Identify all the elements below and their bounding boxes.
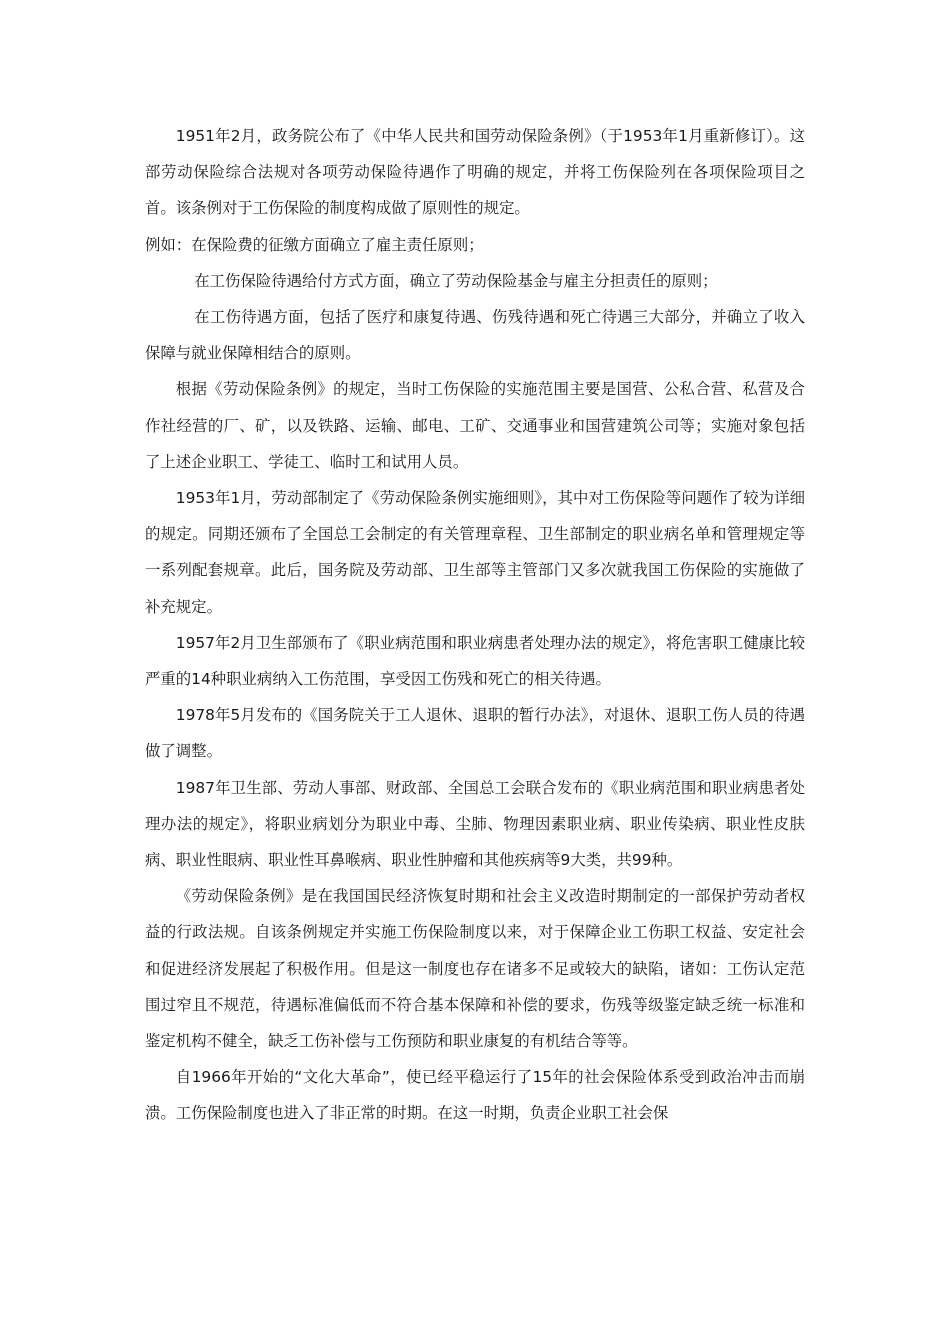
paragraph-example-benefits: 在工伤待遇方面，包括了医疗和康复待遇、伤残待遇和死亡待遇三大部分，并确立了收入保障与就业保障相结合的原则。 — [145, 308, 805, 363]
paragraph-evaluation: 《劳动保险条例》是在我国国民经济恢复时期和社会主义改造时期制定的一部保护劳动者权益的行政法规。自该条例规定并实施工伤保险制度以来，对于保障企业工伤职工权益、安定社会和促进经济发展起了积极作用。但是这一制度也存在诸多不足或较大的缺陷，诸如：工伤认定范围过窄且不规范，待遇标准偏低而不符合基本保障和补偿的要求，伤残等级鉴定缺乏统一标准和鉴定机构不健全，缺乏工伤补偿与工伤预防和职业康复的有机结合等等。 — [145, 887, 805, 1051]
paragraph-1953-rules: 1953年1月，劳动部制定了《劳动保险条例实施细则》，其中对工伤保险等问题作了较为详细的规定。同期还颁布了全国总工会制定的有关管理章程、卫生部制定的职业病名单和管理规定等一系列配套规章。此后，国务院及劳动部、卫生部等主管部门又多次就我国工伤保险的实施做了补充规定。 — [145, 489, 805, 616]
document-body — [145, 118, 805, 1132]
paragraph-1987-classification: 1987年卫生部、劳动人事部、财政部、全国总工会联合发布的《职业病范围和职业病患者处理办法的规定》，将职业病划分为职业中毒、尘肺、物理因素职业病、职业传染病、职业性皮肤病、职业性眼病、职业性耳鼻喉病、职业性肿瘤和其他疾病等9大类，共99种。 — [145, 778, 805, 870]
paragraph-1951-regulation: 1951年2月，政务院公布了《中华人民共和国劳动保险条例》（于1953年1月重新修订）。这部劳动保险综合法规对各项劳动保险待遇作了明确的规定，并将工伤保险列在各项保险项目之首。该条例对于工伤保险的制度构成做了原则性的规定。 — [145, 127, 805, 218]
paragraph-1978-retirement: 1978年5月发布的《国务院关于工人退休、退职的暂行办法》，对退休、退职工伤人员的待遇做了调整。 — [145, 706, 805, 761]
paragraph-cultural-revolution: 自1966年开始的“文化大革命”，使已经平稳运行了15年的社会保险体系受到政治冲击而崩溃。工伤保险制度也进入了非正常的时期。在这一时期，负责企业职工社会保 — [145, 1068, 805, 1123]
paragraph-scope: 根据《劳动保险条例》的规定，当时工伤保险的实施范围主要是国营、公私合营、私营及合作社经营的厂、矿，以及铁路、运输、邮电、工矿、交通事业和国营建筑公司等；实施对象包括了上述企业职工、学徒工、临时工和试用人员。 — [145, 380, 805, 471]
paragraph-example-premium: 例如：在保险费的征缴方面确立了雇主责任原则； — [145, 235, 484, 254]
paragraph-example-payment: 在工伤保险待遇给付方式方面，确立了劳动保险基金与雇主分担责任的原则； — [194, 271, 718, 290]
paragraph-1957-occupational-disease: 1957年2月卫生部颁布了《职业病范围和职业病患者处理办法的规定》，将危害职工健康比较严重的14种职业病纳入工伤范围，享受因工伤残和死亡的相关待遇。 — [145, 633, 805, 689]
